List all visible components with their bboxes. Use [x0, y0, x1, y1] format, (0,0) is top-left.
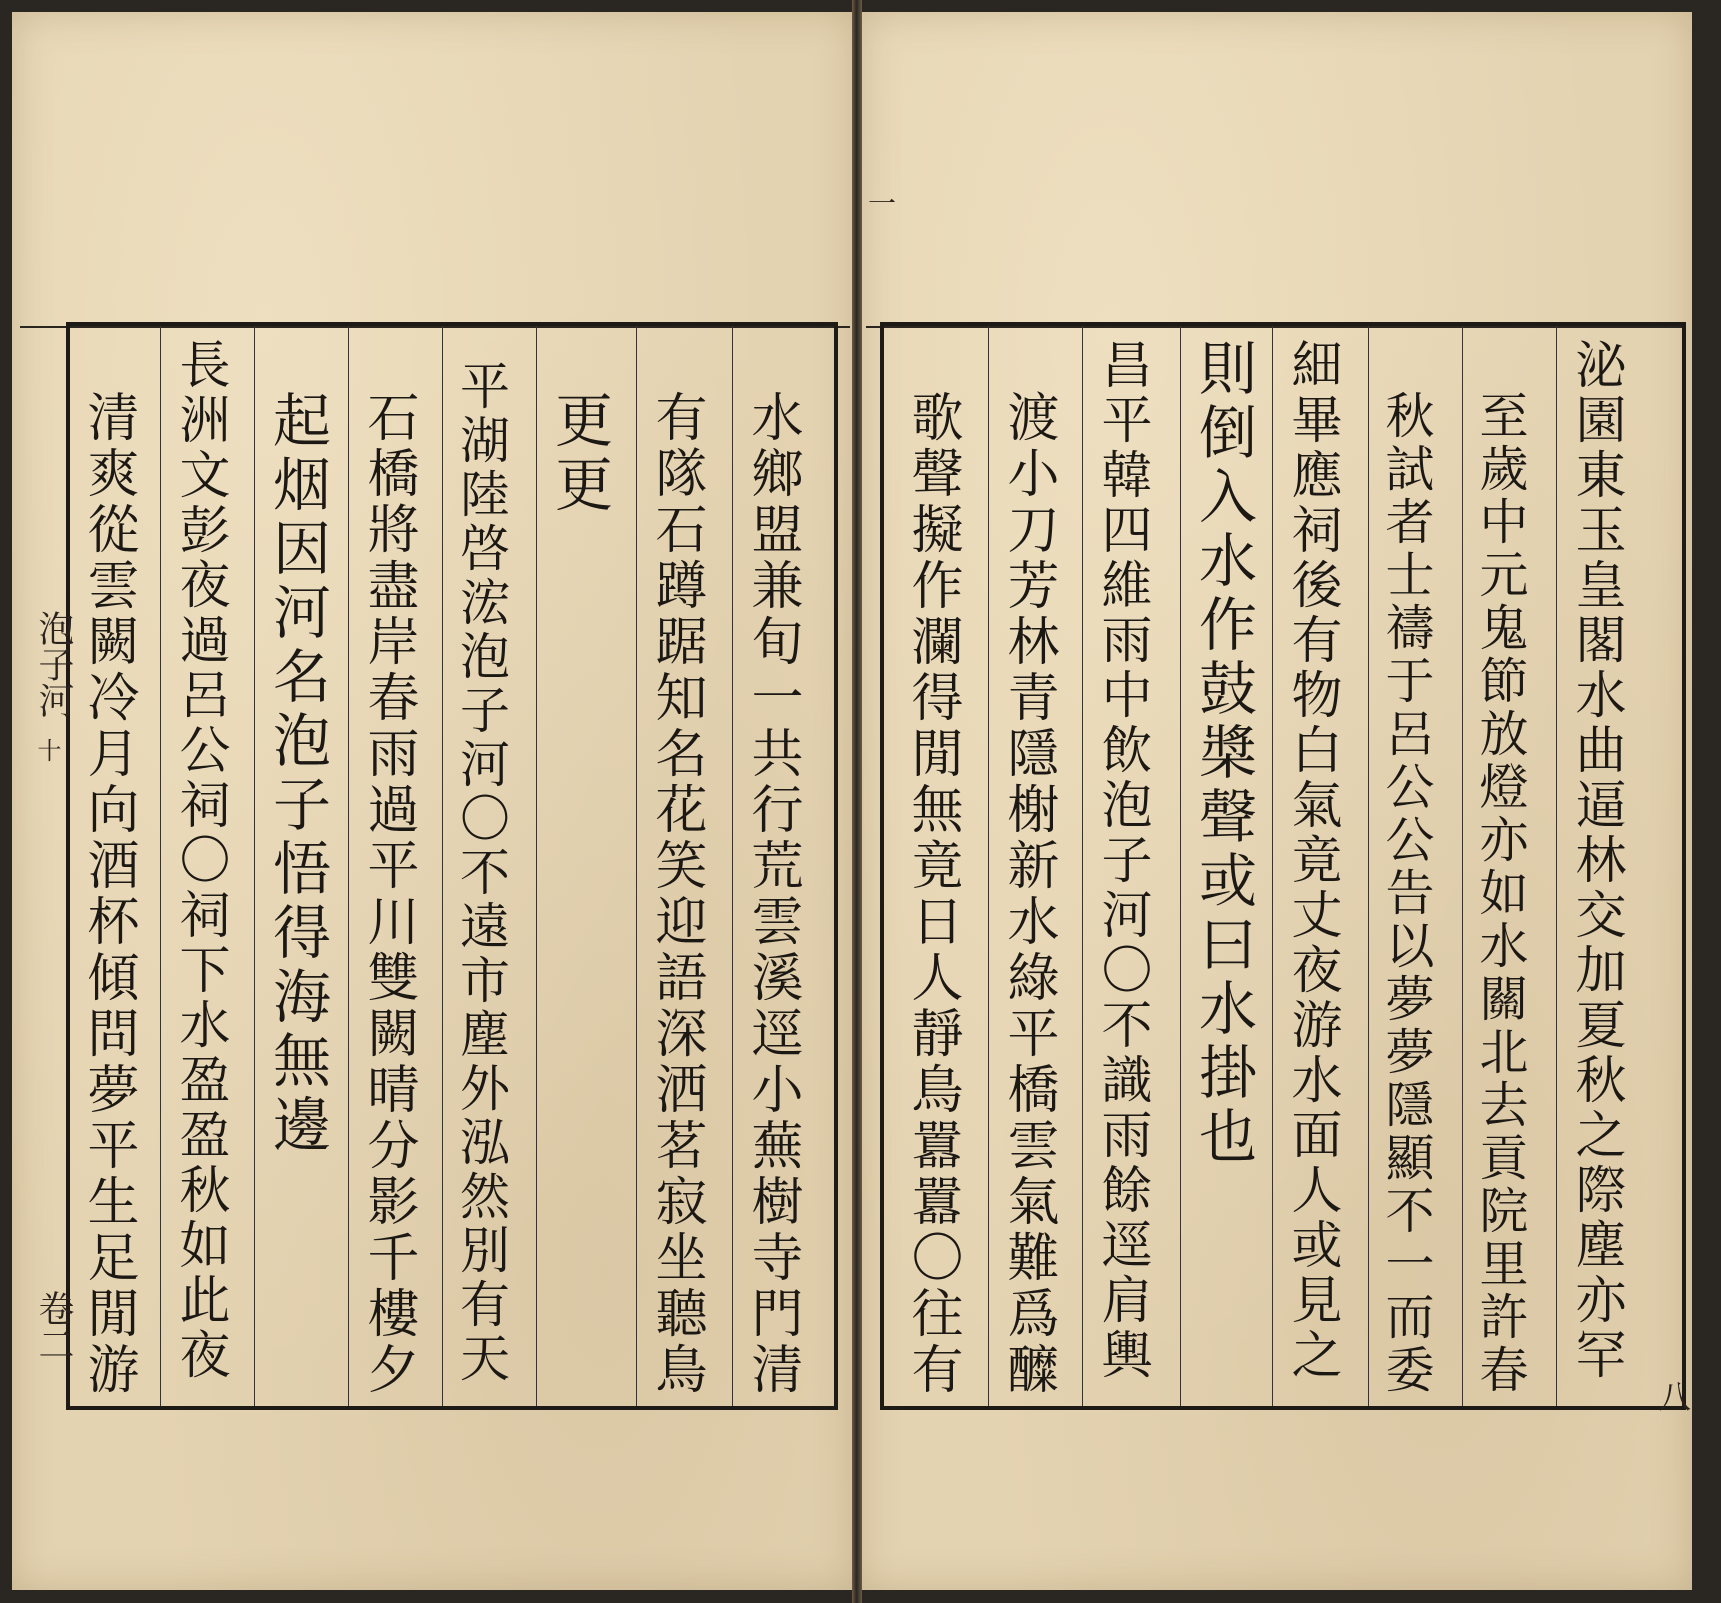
right-col-rule-1: [988, 326, 989, 1406]
right-column-5: 則倒入水作鼓槳聲或曰水掛也: [1189, 338, 1257, 1170]
right-col-rule-3: [1180, 326, 1181, 1406]
left-column-2: 有隊石蹲踞知名花笑迎語深洒茗寂坐聽鳥: [646, 390, 706, 1398]
left-column-7: 長洲文彭夜過呂公祠〇祠下水盈盈秋如此夜: [170, 338, 229, 1383]
left-column-3: 更更: [545, 390, 613, 518]
left-col-rule-2: [254, 326, 255, 1406]
left-column-1: 水鄉盟兼旬一共行荒雲溪逕小蕪樹寺門清: [742, 390, 802, 1398]
left-col-rule-1: [160, 326, 161, 1406]
left-col-rule-4: [442, 326, 443, 1406]
right-margin-folio: 八: [1654, 1380, 1692, 1412]
right-col-rule-6: [1462, 326, 1463, 1406]
right-col-rule-7: [1556, 326, 1557, 1406]
right-column-1: 泌園東玉皇閣水曲逼林交加夏秋之際塵亦罕: [1566, 338, 1625, 1383]
right-column-2: 至歲中元鬼節放燈亦如水關北去貢院里許春: [1472, 390, 1529, 1397]
left-col-rule-3: [348, 326, 349, 1406]
right-col-rule-2: [1082, 326, 1083, 1406]
left-margin-folio: 十: [33, 738, 61, 762]
right-column-6: 昌平韓四維雨中飲泡子河〇不識雨餘逕肩輿: [1092, 338, 1151, 1383]
right-column-8: 歌聲擬作瀾得閒無竟日人靜鳥囂囂〇往有: [902, 390, 962, 1398]
left-column-8: 清爽從雲闕冷月向酒杯傾問夢平生足閒游: [78, 390, 138, 1398]
left-col-rule-7: [732, 326, 733, 1406]
book-gutter: [852, 0, 862, 1603]
left-margin-volume: 卷二: [33, 1290, 74, 1362]
left-margin-title: 泡子河: [33, 610, 74, 718]
left-column-4: 平湖陸啓浤泡子河〇不遠市塵外泓然別有天: [452, 360, 510, 1386]
left-column-6: 起烟因河名泡子悟得海無邊: [263, 390, 331, 1158]
right-column-3: 秋試者士禱于呂公公告以夢夢隱顯不一而委: [1378, 390, 1435, 1397]
left-col-rule-5: [536, 326, 537, 1406]
right-col-rule-4: [1272, 326, 1273, 1406]
left-col-rule-6: [636, 326, 637, 1406]
right-col-rule-5: [1368, 326, 1369, 1406]
right-top-mark: 一: [868, 187, 897, 220]
right-column-7: 渡小刀芳林青隱榭新水綠平橋雲氣難爲醾: [998, 390, 1058, 1398]
right-column-4: 細畢應祠後有物白氣竟丈夜游水面人或見之: [1282, 338, 1341, 1383]
left-column-5: 石橋將盡岸春雨過平川雙闕晴分影千樓夕: [358, 390, 418, 1398]
